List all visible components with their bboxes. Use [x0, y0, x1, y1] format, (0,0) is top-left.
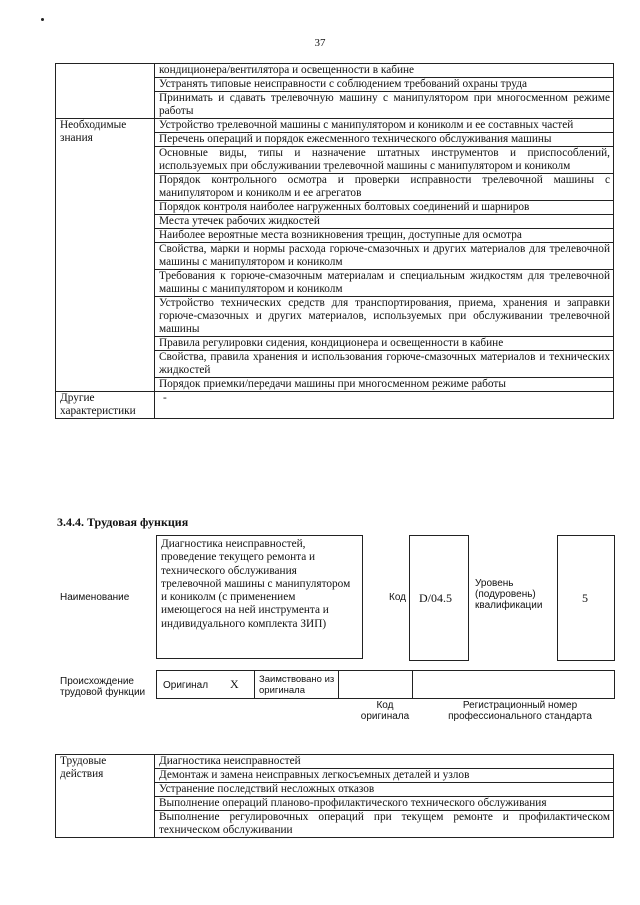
table-cell: Демонтаж и замена неисправных легкосъемных деталей и узлов — [155, 769, 614, 783]
table-cell: Правила регулировки сидения, кондиционера и освещенности в кабине — [155, 337, 614, 351]
table-cell: Порядок контрольного осмотра и проверки исправности трелевочной машины с манипулятором и кониколм и ее агрегатов — [155, 174, 614, 201]
table-cell: Устранять типовые неисправности с соблюдением требований охраны труда — [155, 78, 614, 92]
original-label: Оригинал — [163, 680, 209, 691]
table-cell: Принимать и сдавать трелевочную машину с манипулятором при многосменном режиме работы — [155, 92, 614, 119]
table-cell: Требования к горюче-смазочным материалам и специальным жидкостям для трелевочной машины с манипулятором и кониколм — [155, 270, 614, 297]
borrowed-label: Заимствовано из оригинала — [259, 674, 335, 696]
row-header: Другие характеристики — [56, 392, 155, 419]
labor-actions-table — [55, 754, 614, 838]
table-cell: Устройство трелевочной машины с манипулятором и кониколм и ее составных частей — [155, 119, 614, 133]
original-mark: X — [230, 677, 239, 691]
level-box — [557, 535, 615, 661]
code-value: D/04.5 — [419, 591, 452, 605]
original-cell — [156, 670, 256, 699]
table-row — [56, 119, 614, 133]
table-cell: Основные виды, типы и назначение штатных инструментов и приспособлений, используемых при обслуживании трелевочной машины с манипулятором и кониколм — [155, 147, 614, 174]
code-original-label: Код оригинала — [360, 700, 410, 722]
table-cell: Выполнение операций планово-профилактического технического обслуживания — [155, 797, 614, 811]
row-header — [56, 64, 155, 119]
table-cell: Диагностика неисправностей — [155, 755, 614, 769]
table-row — [56, 755, 614, 769]
origin-label: Происхождение трудовой функции — [60, 676, 146, 698]
table-cell: кондиционера/вентилятора и освещенности в кабине — [155, 64, 614, 78]
code-label: Код — [389, 592, 407, 603]
borrowed-cell — [254, 670, 340, 699]
table-cell: Свойства, правила хранения и использования горюче-смазочных материалов и технических жидкостей — [155, 351, 614, 378]
table-cell: Выполнение регулировочных операций при текущем ремонте и профилактическом техническом обслуживании — [155, 811, 614, 838]
origin-row — [156, 670, 614, 698]
code-original-cell — [338, 670, 414, 699]
reg-number-cell — [412, 670, 615, 699]
table-cell: Порядок приемки/передачи машины при многосменном режиме работы — [155, 378, 614, 392]
table-cell: Порядок контроля наиболее нагруженных болтовых соединений и шарниров — [155, 201, 614, 215]
reg-number-label: Регистрационный номер профессионального стандарта — [448, 700, 592, 722]
section-title: 3.4.4. Трудовая функция — [57, 515, 189, 529]
page-number: 37 — [314, 37, 326, 49]
row-header: Трудовые действия — [56, 755, 155, 838]
function-name-box: Диагностика неисправностей, проведение текущего ремонта и технического обслуживания трелевочной машины с манипулятором и кониколм (с применением имеющегося на ней инструмента и индивидуального комплекта ЗИП) — [156, 535, 363, 659]
table-cell: Наиболее вероятные места возникновения трещин, доступные для осмотра — [155, 229, 614, 243]
table-cell: Перечень операций и порядок ежесменного технического обслуживания машины — [155, 133, 614, 147]
table-cell: Свойства, марки и нормы расхода горюче-смазочных и других материалов для трелевочной машины с манипулятором и кониколм — [155, 243, 614, 270]
level-label: Уровень (подуровень) квалификации — [475, 578, 543, 611]
level-value: 5 — [582, 591, 588, 605]
table-cell: - — [155, 392, 614, 419]
name-label: Наименование — [60, 592, 130, 603]
scan-dot — [41, 18, 44, 21]
skills-knowledge-table — [55, 63, 614, 419]
row-header: Необходимые знания — [56, 119, 155, 392]
table-row — [56, 392, 614, 419]
table-row — [56, 64, 614, 78]
table-cell: Места утечек рабочих жидкостей — [155, 215, 614, 229]
table-cell: Устранение последствий несложных отказов — [155, 783, 614, 797]
table-cell: Устройство технических средств для транспортирования, приема, хранения и заправки горюче-смазочных и других материалов, используемых при обслуживании трелевочной машины — [155, 297, 614, 337]
code-box — [409, 535, 469, 661]
